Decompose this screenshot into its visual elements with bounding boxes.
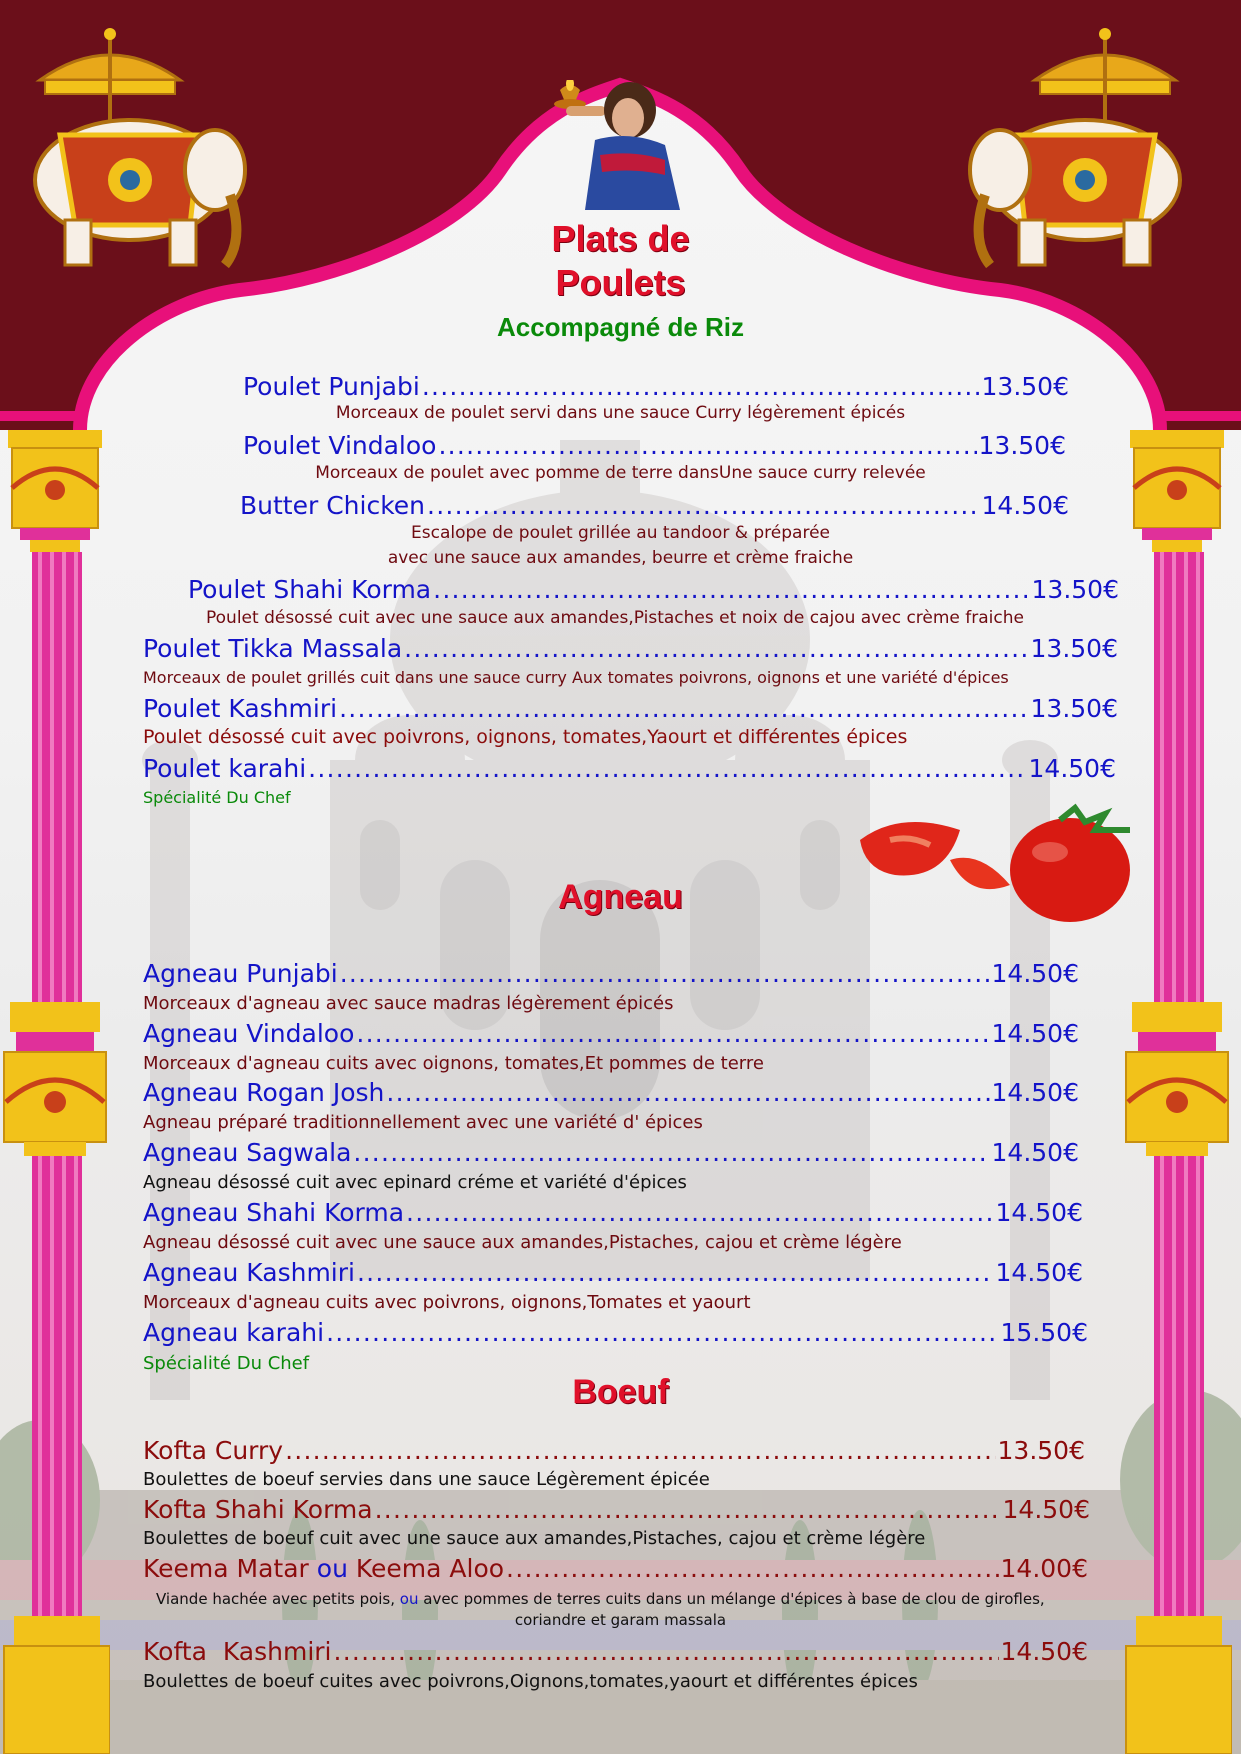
menu-item xyxy=(243,370,1069,401)
left-pillar xyxy=(0,430,110,1754)
item-description: avec une sauce aux amandes, beurre et crème fraiche xyxy=(387,548,854,568)
menu-item xyxy=(143,1136,1079,1167)
item-price: 14.00€ xyxy=(1000,1554,1088,1583)
item-description: Spécialité Du Chef xyxy=(143,1353,310,1374)
item-name: Agneau karahi xyxy=(143,1318,325,1347)
menu-item xyxy=(143,1316,1088,1347)
dot-leader xyxy=(353,1136,989,1161)
item-description: Morceaux de poulet avec pomme de terre dansUne sauce curry relevée xyxy=(315,463,926,483)
menu-item xyxy=(143,957,1079,988)
item-price: 14.50€ xyxy=(991,1019,1079,1048)
item-description: Escalope de poulet grillée au tandoor & préparée xyxy=(411,523,830,543)
item-price: 14.50€ xyxy=(1028,754,1116,783)
item-description: Morceaux de poulet grillés cuit dans une sauce curry Aux tomates poivrons, oignons et une variété d'épices xyxy=(143,668,1009,687)
item-description: Morceaux d'agneau cuits avec poivrons, oignons,Tomates et yaourt xyxy=(143,1292,751,1313)
item-description: Agneau désossé cuit avec une sauce aux amandes,Pistaches, cajou et crème légère xyxy=(143,1232,902,1253)
item-price: 14.50€ xyxy=(981,491,1069,520)
item-description: Agneau désossé cuit avec epinard créme et variété d'épices xyxy=(143,1172,687,1193)
item-price: 13.50€ xyxy=(1030,694,1118,723)
item-name: Agneau Vindaloo xyxy=(143,1019,355,1048)
boeuf-title: Boeuf xyxy=(572,1373,669,1411)
item-price: 13.50€ xyxy=(978,431,1066,460)
dot-leader xyxy=(427,489,980,514)
dot-leader xyxy=(406,1196,993,1221)
dot-leader xyxy=(386,1076,989,1101)
menu-item xyxy=(243,429,1066,460)
item-description: Agneau préparé traditionnellement avec une variété d' épices xyxy=(143,1112,703,1133)
item-description: Boulettes de boeuf cuites avec poivrons,Oignons,tomates,yaourt et différentes épices xyxy=(143,1671,918,1692)
item-description: Poulet désossé cuit avec une sauce aux amandes,Pistaches et noix de cajou avec crème fraiche xyxy=(206,608,1024,628)
item-name: Poulet Vindaloo xyxy=(243,431,437,460)
item-name: Kofta Kashmiri xyxy=(143,1637,332,1666)
item-price: 14.50€ xyxy=(991,959,1079,988)
dot-leader xyxy=(438,429,976,454)
menu-item xyxy=(143,632,1118,663)
item-name: Butter Chicken xyxy=(240,491,426,520)
item-description: coriandre et garam massala xyxy=(514,1611,727,1629)
item-description xyxy=(156,1590,1045,1608)
item-name: Agneau Rogan Josh xyxy=(143,1078,385,1107)
dot-leader xyxy=(433,573,1029,598)
item-description: Morceaux d'agneau cuits avec oignons, tomates,Et pommes de terre xyxy=(143,1053,764,1074)
item-description: Morceaux d'agneau avec sauce madras légèrement épicés xyxy=(143,993,674,1014)
menu-item xyxy=(143,1493,1090,1524)
dancer-with-lamp-icon xyxy=(540,80,700,210)
item-price: 14.50€ xyxy=(991,1138,1079,1167)
desc-or: ou xyxy=(399,1590,419,1608)
dot-leader xyxy=(404,632,1028,657)
item-name: Poulet karahi xyxy=(143,754,307,783)
item-price: 14.50€ xyxy=(991,1078,1079,1107)
dot-leader xyxy=(334,1635,999,1660)
item-price: 13.50€ xyxy=(997,1436,1085,1465)
item-name: Poulet Shahi Korma xyxy=(188,575,432,604)
item-description: Boulettes de boeuf servies dans une sauce Légèrement épicée xyxy=(143,1469,710,1490)
item-price: 14.50€ xyxy=(995,1258,1083,1287)
item-name xyxy=(143,1554,504,1583)
dot-leader xyxy=(285,1434,995,1459)
item-price: 14.50€ xyxy=(1000,1637,1088,1666)
dot-leader xyxy=(357,1256,994,1281)
item-name-or: ou xyxy=(316,1554,348,1583)
menu-item xyxy=(143,1256,1083,1287)
menu-item xyxy=(143,1017,1079,1048)
item-name: Poulet Tikka Massala xyxy=(143,634,403,663)
item-description: Boulettes de boeuf cuit avec une sauce aux amandes,Pistaches, cajou et crème légère xyxy=(143,1528,926,1549)
poulets-title-line2: Poulets xyxy=(555,262,686,303)
menu-item xyxy=(188,573,1119,604)
dot-leader xyxy=(422,370,980,395)
item-description: Poulet désossé cuit avec poivrons, oignons, tomates,Yaourt et différentes épices xyxy=(143,726,908,748)
poulets-subtitle: Accompagné de Riz xyxy=(496,312,745,342)
item-description: Spécialité Du Chef xyxy=(143,788,291,807)
desc-part-b: avec pommes de terres cuits dans un mélange d'épices à base de clou de girofles, xyxy=(418,1590,1045,1608)
agneau-title: Agneau xyxy=(558,878,683,916)
item-name-b: Keema Aloo xyxy=(355,1554,505,1583)
right-pillar xyxy=(1122,430,1232,1754)
item-name: Agneau Sagwala xyxy=(143,1138,352,1167)
dot-leader xyxy=(340,957,990,982)
item-name: Kofta Curry xyxy=(143,1436,284,1465)
dot-leader xyxy=(356,1017,989,1042)
dot-leader xyxy=(506,1552,998,1577)
poulets-title-line1: Plats de xyxy=(551,218,690,259)
dot-leader xyxy=(375,1493,1001,1518)
desc-part-a: Viande hachée avec petits pois, xyxy=(156,1590,400,1608)
menu-item xyxy=(143,1076,1079,1107)
item-description: Morceaux de poulet servi dans une sauce Curry légèrement épicés xyxy=(335,403,906,423)
item-name: Kofta Shahi Korma xyxy=(143,1495,373,1524)
item-price: 15.50€ xyxy=(1000,1318,1088,1347)
item-price: 13.50€ xyxy=(1030,634,1118,663)
menu-item xyxy=(143,1552,1088,1583)
menu-item xyxy=(143,1196,1083,1227)
item-name: Poulet Kashmiri xyxy=(143,694,338,723)
menu-item xyxy=(143,692,1118,723)
item-name: Poulet Punjabi xyxy=(243,372,420,401)
item-price: 14.50€ xyxy=(1002,1495,1090,1524)
dot-leader xyxy=(326,1316,998,1341)
item-price: 13.50€ xyxy=(981,372,1069,401)
dot-leader xyxy=(308,752,1026,777)
menu-item xyxy=(143,1635,1088,1666)
item-name-a: Keema Matar xyxy=(143,1554,309,1583)
menu-item xyxy=(240,489,1069,520)
menu-item xyxy=(143,752,1116,783)
item-price: 13.50€ xyxy=(1031,575,1119,604)
item-name: Agneau Punjabi xyxy=(143,959,338,988)
menu-item xyxy=(143,1434,1085,1465)
item-price: 14.50€ xyxy=(995,1198,1083,1227)
item-name: Agneau Shahi Korma xyxy=(143,1198,405,1227)
item-name: Agneau Kashmiri xyxy=(143,1258,355,1287)
dot-leader xyxy=(339,692,1028,717)
